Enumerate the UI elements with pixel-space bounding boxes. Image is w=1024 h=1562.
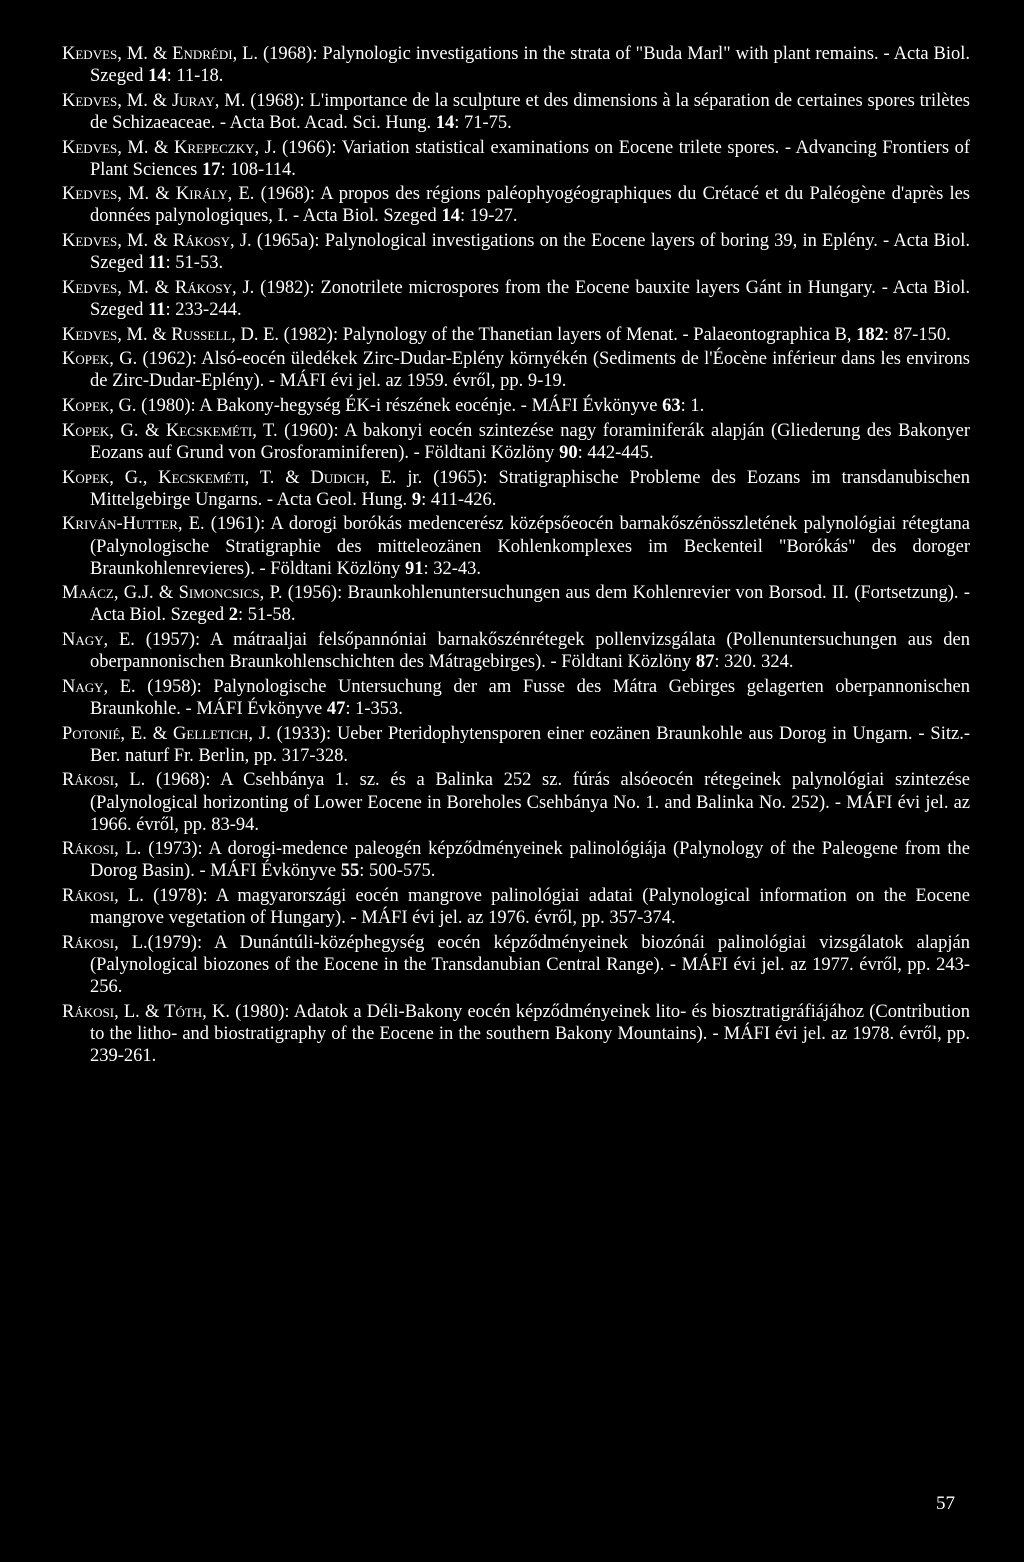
reference-text: : 11-18. [166, 66, 224, 87]
reference-volume: 182 [856, 324, 884, 345]
reference-volume: 47 [326, 698, 346, 719]
reference-authors: Kedves, M. & Endrédi, L. [62, 44, 259, 64]
reference-list [62, 43, 970, 1070]
reference-authors: Rákosi, L. [62, 932, 148, 953]
reference-text: : 32-43. [423, 558, 481, 579]
reference-entry [62, 513, 970, 579]
reference-entry [62, 582, 970, 626]
reference-authors: Rákosi, L. [62, 839, 142, 860]
reference-authors: Rákosi, L. & Tóth, K. [62, 1001, 230, 1022]
reference-entry [62, 467, 970, 511]
reference-entry [62, 348, 970, 392]
reference-text: (1978): A magyarországi eocén mangrove palinológiai adatai (Palynological information on the Eocene mangrove vegetation of Hungary). - MÁFI évi jel. az 1976. évről, pp. 357-374. [90, 886, 970, 929]
reference-text: : 71-75. [454, 112, 512, 133]
reference-text: : 108-114. [220, 159, 296, 180]
reference-volume: 14 [435, 112, 455, 133]
reference-text: (1962): Alsó-eocén üledékek Zirc-Dudar-Eplény környékén (Sediments de l'Éocène inférieur dans les environs de Zirc-Dudar-Eplény). - MÁFI évi jel. az 1959. évről, pp. 9-19. [90, 349, 970, 392]
reference-text: (1957): A mátraaljai felsőpannóniai barnakőszénrétegek pollenvizsgálata (Pollenuntersuchungen aus den oberpannonischen Braunkohlenschichten des Mátragebirges). - Földtani Közlöny [90, 630, 971, 673]
reference-text: (1960): A bakonyi eocén szintezése nagy foraminiferák alapján (Gliederung des Bakonyer Eozans auf Grund von Grosforaminiferen). - Földtani Közlöny [90, 420, 970, 463]
reference-authors: Kedves, M. & Rákosy, J. [62, 277, 255, 298]
reference-volume: 55 [340, 861, 360, 882]
reference-text: (1933): Ueber Pteridophytensporen einer eozänen Braunkohle aus Dorog in Ungarn. - Sitz.-Ber. naturf Fr. Berlin, pp. 317-328. [90, 723, 970, 766]
reference-volume: 63 [662, 396, 681, 417]
reference-text: : 51-58. [237, 605, 296, 626]
reference-volume: 11 [148, 300, 166, 320]
reference-authors: Nagy, E. [62, 630, 135, 651]
reference-text: (1956): Braunkohlenuntersuchungen aus dem Kohlenrevier von Borsod. II. (Fortsetzung). - Acta Biol. Szeged [90, 583, 970, 626]
reference-authors: Kedves, M. & Juray, M. [62, 90, 246, 111]
reference-text: : 87-150. [883, 324, 951, 345]
reference-text: (1982): Zonotrilete microspores from the Eocene bauxite layers Gánt in Hungary. - Acta Biol. Szeged [90, 277, 970, 320]
reference-text: (1968): A propos des régions paléophyogéographiques du Crétacé et du Paléogène d'après les données palynologiques, I. - Acta Biol. Szeged [90, 184, 971, 227]
reference-text: (1968): Palynologic investigations in the strata of "Buda Marl" with plant remains. - Acta Biol. Szeged [90, 44, 970, 87]
reference-authors: Kopek, G. [62, 396, 137, 417]
reference-volume: 90 [559, 442, 578, 463]
reference-entry [62, 723, 970, 767]
reference-entry [62, 1001, 970, 1067]
reference-authors: Maácz, G.J. & Simoncsics, P. [62, 583, 283, 604]
reference-volume: 14 [148, 66, 167, 87]
reference-authors: Potonié, E. & Gelletich, J. [62, 723, 271, 744]
reference-entry [62, 43, 970, 87]
reference-text: (1980): Adatok a Déli-Bakony eocén képződményeinek lito- és biosztratigráfiájához (Contribution to the litho- and biostratigraphy of the Eocene in the southern Bakony Mountains). - MÁFI évi jel. az 1978. évről, pp. 239-261. [90, 1001, 970, 1066]
reference-authors: Kedves, M. & Russell, D. E. [62, 324, 280, 345]
reference-text: (1982): Palynology of the Thanetian layers of Menat. - Palaeontographica B, [279, 324, 857, 345]
reference-authors: Kopek, G., Kecskeméti, T. & Dudich, E. [62, 467, 397, 488]
reference-entry [62, 137, 970, 181]
reference-text: (1968): A Csehbánya 1. sz. és a Balinka 252 sz. fúrás alsóeocén rétegeinek palynológiai szintezése (Palynological horizonting of Lower Eocene in Boreholes Csehbánya No. 1. and Balinka No. 252). - MÁFI évi jel. az 1966. évről, pp. 83-94. [90, 770, 970, 835]
reference-text: : 442-445. [577, 442, 654, 463]
reference-entry [62, 885, 970, 929]
reference-entry [62, 324, 970, 346]
reference-volume: 2 [228, 605, 238, 626]
reference-text: : 19-27. [459, 206, 518, 227]
reference-volume: 11 [148, 253, 166, 274]
reference-text: : 51-53. [165, 253, 224, 274]
reference-entry [62, 277, 970, 321]
reference-volume: 91 [404, 558, 424, 579]
reference-authors: Rákosi, L. [62, 770, 146, 791]
reference-entry [62, 420, 970, 464]
reference-text: (1968): L'importance de la sculpture et des dimensions à la séparation de certaines spores trilètes de Schizaeaceae. - Acta Bot. Acad. Sci. Hung. [90, 90, 970, 133]
reference-entry [62, 230, 970, 274]
reference-text: (1965a): Palynological investigations on the Eocene layers of boring 39, in Eplény. - Acta Biol. Szeged [90, 231, 970, 274]
reference-authors: Kopek, G. & Kecskeméti, T. [62, 420, 278, 441]
reference-text: : 1. [680, 396, 705, 417]
reference-text: : 233-244. [165, 300, 242, 320]
reference-volume: 9 [411, 489, 422, 510]
reference-text: : 320. 324. [714, 652, 794, 673]
reference-text: : 411-426. [421, 489, 497, 510]
page-number: 57 [936, 1493, 955, 1514]
reference-authors: Rákosi, L. [62, 886, 144, 907]
reference-text: : 1-353. [345, 698, 403, 719]
reference-entry [62, 183, 970, 227]
reference-authors: Kedves, M. & Király, E. [62, 184, 255, 205]
reference-entry [62, 395, 970, 417]
reference-text: (1980): A Bakony-hegység ÉK-i részének eocénje. - MÁFI Évkönyve [136, 396, 663, 417]
reference-text: (1961): A dorogi borókás medencerész középsőeocén barnakőszénösszletének palynológiai rétegtana (Palynologische Stratigraphie des mitteleozänen Kohlenkomplexes im Beckenteil "Borókás" des doroger Braunkohlenrevieres). - Földtani Közlöny [90, 514, 970, 579]
reference-authors: Kriván-Hutter, E. [62, 514, 205, 535]
reference-text: (1973): A dorogi-medence paleogén képződményeinek palinológiája (Palynology of the Paleogene from the Dorog Basin). - MÁFI Évkönyve [90, 839, 970, 882]
reference-authors: Kopek, G. [62, 349, 138, 370]
reference-entry [62, 629, 970, 673]
reference-text: (1966): Variation statistical examinations on Eocene trilete spores. - Advancing Frontiers of Plant Sciences [90, 137, 970, 180]
reference-entry [62, 838, 970, 882]
reference-text: : 500-575. [359, 861, 436, 882]
reference-entry [62, 932, 970, 998]
reference-volume: 14 [441, 206, 460, 227]
reference-entry [62, 90, 970, 134]
reference-authors: Kedves, M. & Krepeczky, J. [62, 137, 277, 158]
reference-volume: 17 [202, 159, 221, 180]
reference-authors: Nagy, E. [62, 676, 136, 697]
reference-text: jr. (1965): Stratigraphische Probleme des Eozans im transdanubischen Mittelgebirge Ungarns. - Acta Geol. Hung. [90, 467, 971, 510]
reference-entry [62, 769, 970, 835]
reference-volume: 87 [695, 652, 715, 673]
reference-text: (1979): A Dunántúli-középhegység eocén képződményeinek biozónái palinológiai vizsgálatok alapján (Palynological biozones of the Eocene in the Transdanubian Central Range). - MÁFI évi jel. az 1977. évről, pp. 243-256. [90, 932, 970, 998]
reference-authors: Kedves, M. & Rákosy, J. [62, 231, 252, 252]
reference-text: (1958): Palynologische Untersuchung der am Fusse des Mátra Gebirges gelagerten oberpannonischen Braunkohle. - MÁFI Évkönyve [90, 676, 970, 719]
reference-entry [62, 676, 970, 720]
